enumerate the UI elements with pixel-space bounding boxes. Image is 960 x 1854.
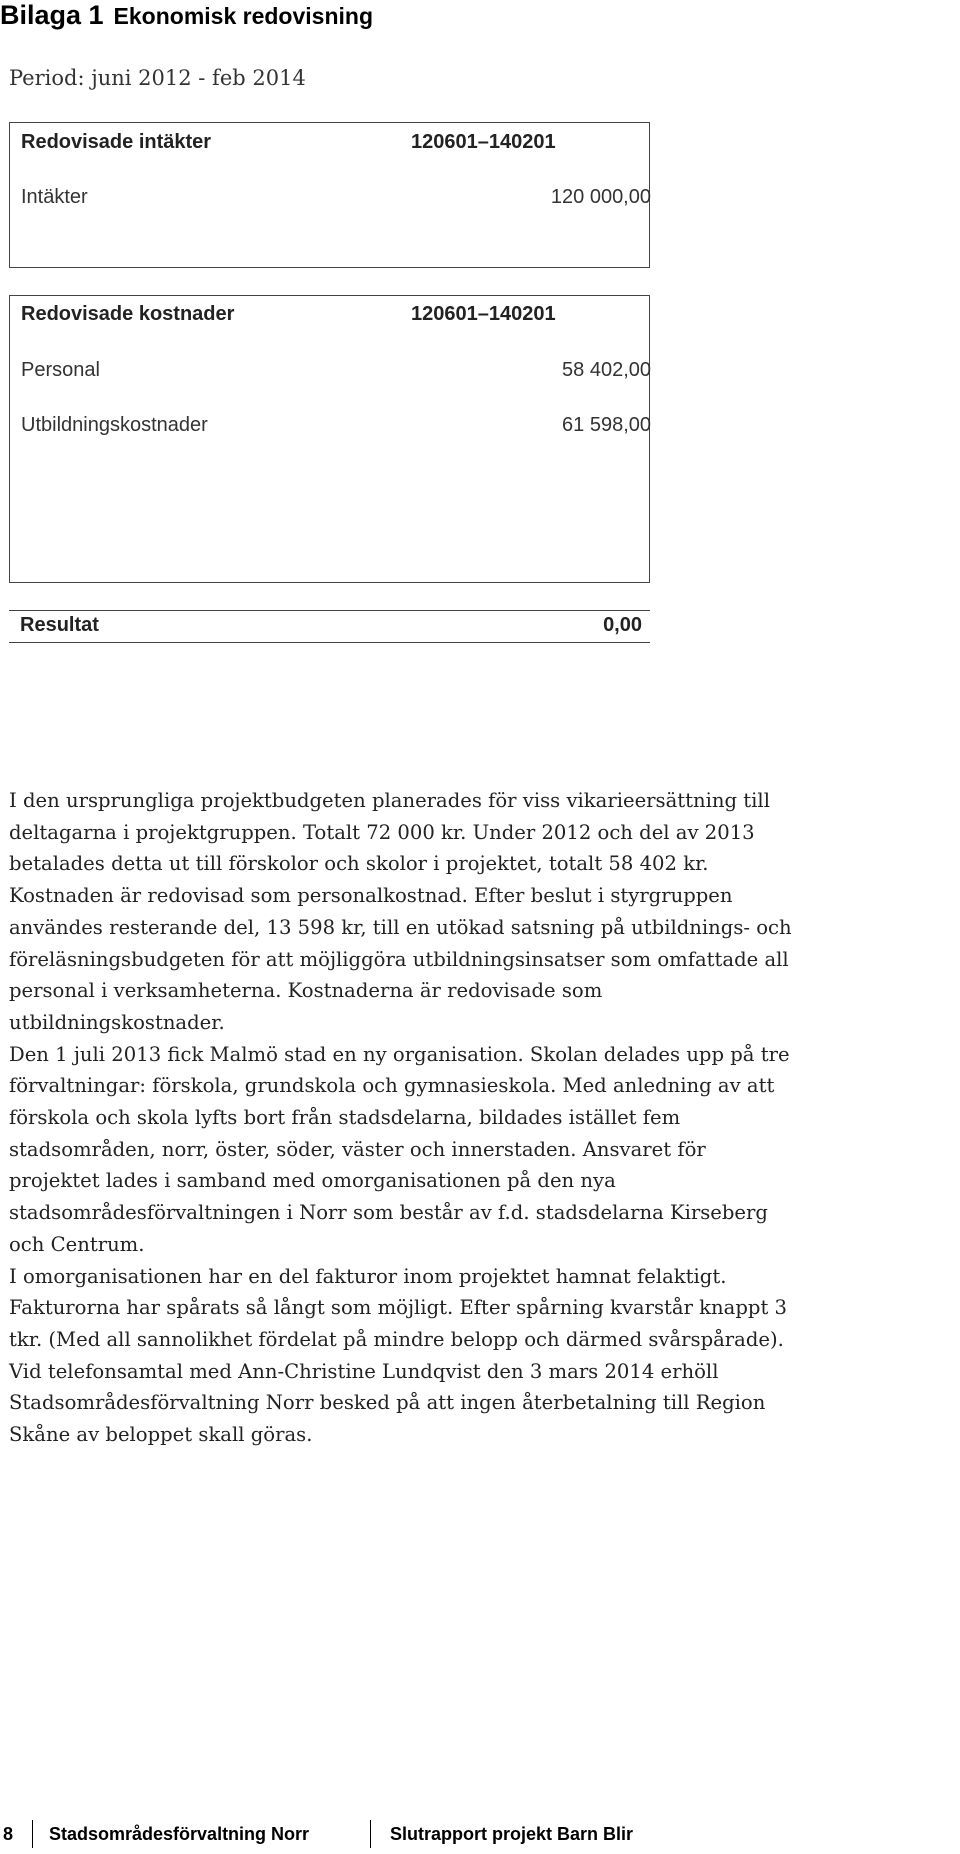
appendix-number: Bilaga 1	[0, 0, 104, 30]
body-line: projektet lades i samband med omorganisationen på den nya	[9, 1169, 616, 1193]
cost-header-label: Redovisade kostnader	[21, 303, 235, 325]
body-line: förvaltningar: förskola, grundskola och gymnasieskola. Med anledning av att	[9, 1074, 775, 1098]
body-line: I omorganisationen har en del fakturor inom projektet hamnat felaktigt.	[9, 1264, 727, 1288]
body-line: personal i verksamheterna. Kostnaderna är redovisade som	[9, 979, 603, 1003]
footer-report: Slutrapport projekt Barn Blir	[390, 1824, 634, 1844]
body-line: Skåne av beloppet skall göras.	[9, 1423, 313, 1447]
page-footer	[0, 1820, 960, 1850]
cost-row-label: Utbildningskostnader	[21, 414, 208, 436]
body-line: användes resterande del, 13 598 kr, till en utökad satsning på utbildnings- och	[9, 915, 792, 939]
body-line: föreläsningsbudgeten för att möjliggöra utbildningsinsatser som omfattade all	[9, 947, 789, 971]
result-row	[20, 614, 642, 642]
footer-separator	[370, 1820, 371, 1848]
income-row-label: Intäkter	[21, 186, 88, 208]
income-header-label: Redovisade intäkter	[21, 131, 212, 153]
body-line: tkr. (Med all sannolikhet fördelat på mindre belopp och därmed svårspårade).	[9, 1327, 784, 1351]
body-text	[9, 785, 960, 1451]
body-line: Vid telefonsamtal med Ann-Christine Lundqvist den 3 mars 2014 erhöll	[9, 1359, 719, 1383]
body-line: Stadsområdesförvaltning Norr besked på att ingen återbetalning till Region	[9, 1391, 766, 1415]
body-line: Fakturorna har spårats så långt som möjligt. Efter spårning kvarstår knappt 3	[9, 1296, 788, 1320]
body-line: I den ursprungliga projektbudgeten planerades för viss vikarieersättning till	[9, 789, 770, 812]
cost-row-value: 58 402,00	[562, 359, 651, 381]
body-line: utbildningskostnader.	[9, 1010, 225, 1034]
body-line: stadsområden, norr, öster, söder, väster och innerstaden. Ansvaret för	[9, 1137, 706, 1161]
body-line: Den 1 juli 2013 fick Malmö stad en ny organisation. Skolan delades upp på tre	[9, 1042, 790, 1066]
result-bottom-rule	[9, 642, 650, 643]
footer-separator	[32, 1820, 33, 1848]
period-line: Period: juni 2012 - feb 2014	[9, 66, 306, 90]
page-number: 8	[3, 1824, 14, 1844]
body-line: och Centrum.	[9, 1232, 145, 1256]
income-table	[9, 122, 650, 268]
appendix-title: Ekonomisk redovisning	[113, 3, 373, 29]
result-top-rule	[9, 610, 650, 611]
body-line: betalades detta ut till förskolor och skolor i projektet, totalt 58 402 kr.	[9, 852, 709, 876]
cost-table	[9, 295, 650, 583]
income-row-value: 120 000,00	[550, 186, 651, 208]
result-value: 0,00	[603, 614, 642, 636]
body-line: förskola och skola lyfts bort från stadsdelarna, bildades istället fem	[9, 1106, 681, 1130]
cost-header-period: 120601–140201	[411, 303, 556, 325]
body-line: Kostnaden är redovisad som personalkostnad. Efter beslut i styrgruppen	[9, 884, 733, 908]
income-header-period: 120601–140201	[411, 131, 556, 153]
appendix-heading	[0, 0, 373, 31]
cost-row-label: Personal	[21, 359, 100, 381]
cost-row-value: 61 598,00	[562, 414, 651, 436]
body-line: deltagarna i projektgruppen. Totalt 72 000 kr. Under 2012 och del av 2013	[9, 820, 755, 844]
footer-organization: Stadsområdesförvaltning Norr	[49, 1824, 310, 1844]
result-label: Resultat	[20, 614, 99, 636]
body-line: stadsområdesförvaltningen i Norr som består av f.d. stadsdelarna Kirseberg	[9, 1201, 768, 1225]
